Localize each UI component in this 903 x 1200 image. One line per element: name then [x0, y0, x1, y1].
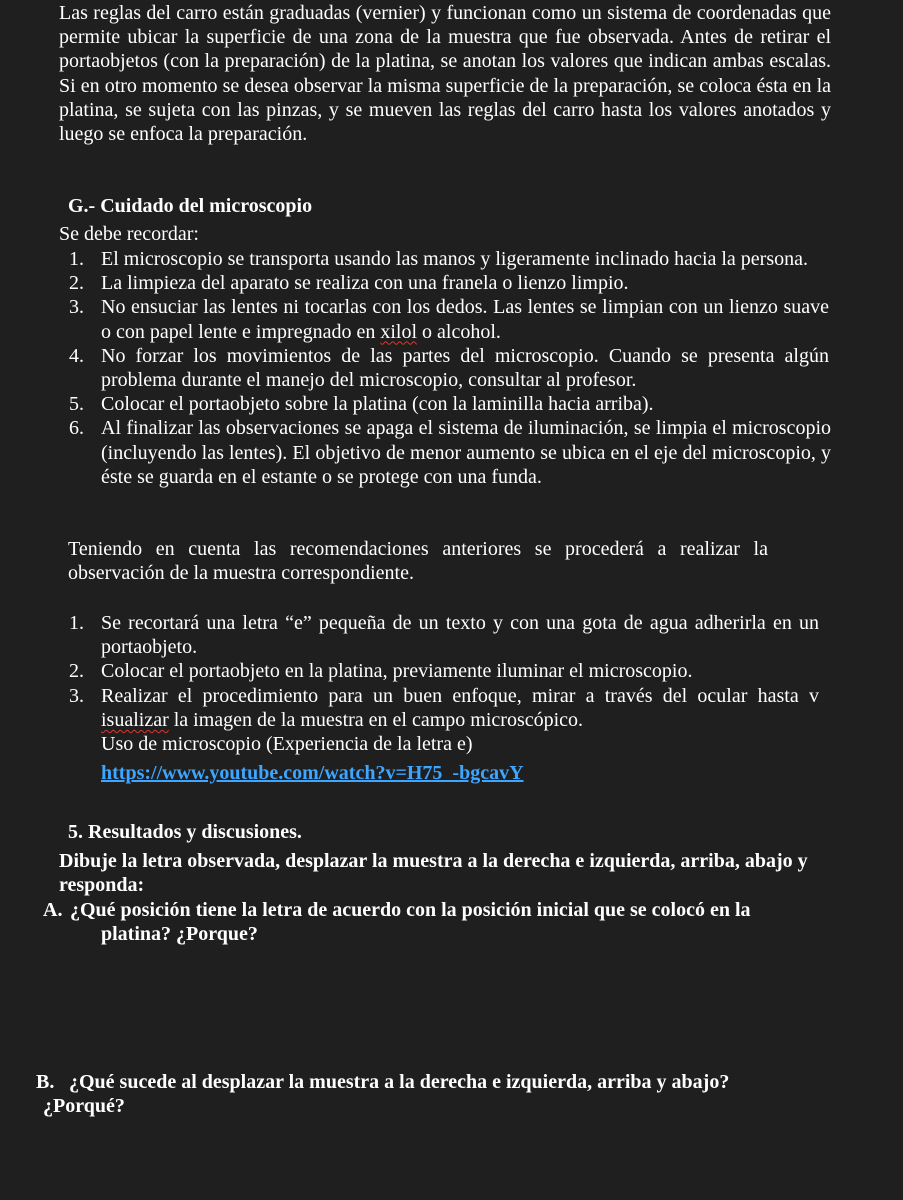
list-item — [69, 344, 829, 392]
list-item — [69, 659, 819, 683]
question-b-letter: B. — [36, 1071, 55, 1093]
list-item — [69, 247, 829, 271]
list-number: 3. — [69, 296, 84, 319]
question-a-text — [43, 898, 823, 946]
list-number: 1. — [69, 612, 84, 634]
list-item — [69, 416, 831, 489]
list-number: 4. — [69, 344, 84, 367]
list-item — [69, 611, 819, 659]
list-text-before: No ensuciar las lentes ni tocarlas con los dedos. Las lentes se limpian con un lienzo suave o con papel lente e impregnado en — [101, 296, 829, 343]
question-b-line-2: ¿Porqué? — [43, 1095, 125, 1118]
list-item — [69, 392, 829, 416]
list-text: Colocar el portaobjeto en la platina, previamente iluminar el microscopio. — [101, 660, 693, 683]
list-item — [69, 684, 819, 732]
care-list — [69, 247, 829, 489]
question-b — [36, 1070, 826, 1118]
question-a-line-2: platina? ¿Porque? — [101, 923, 258, 946]
list-text-after: la imagen de la muestra en el campo microscópico. — [168, 708, 584, 731]
video-link[interactable]: https://www.youtube.com/watch?v=H75_-bgcavY — [101, 762, 524, 784]
list-text: Se recortará una letra “e” pequeña de un texto y con una gota de agua adherirla en un portaobjeto. — [101, 612, 819, 659]
list-text: El microscopio se transporta usando las manos y ligeramente inclinado hacia la persona. — [101, 248, 809, 270]
results-instruction: Dibuje la letra observada, desplazar la muestra a la derecha e izquierda, arriba, abajo y responda: — [59, 850, 808, 897]
question-a-letter: A. — [43, 899, 63, 921]
list-item — [69, 295, 829, 343]
list-text: Colocar el portaobjeto sobre la platina (con la laminilla hacia arriba). — [101, 393, 654, 416]
question-b-line-1: ¿Qué sucede al desplazar la muestra a la derecha e izquierda, arriba y abajo? — [69, 1071, 730, 1093]
list-number: 5. — [69, 393, 84, 416]
care-heading: G.- Cuidado del microscopio — [68, 195, 313, 217]
list-number: 3. — [69, 684, 84, 707]
list-text: No forzar los movimientos de las partes del microscopio. Cuando se presenta algún problema durante el manejo del microscopio, consultar al profesor. — [101, 344, 829, 392]
care-intro: Se debe recordar: — [59, 223, 199, 245]
list-number: 6. — [69, 417, 84, 440]
list-number: 2. — [69, 272, 84, 295]
list-number: 1. — [69, 248, 84, 270]
question-a — [43, 898, 823, 946]
list-text-before: Realizar el procedimiento para un buen enfoque, mirar a través del ocular hasta v — [101, 684, 819, 707]
list-text: Al finalizar las observaciones se apaga el sistema de iluminación, se limpia el microscopio (incluyendo las lentes). El objetivo de menor aumento se ubica en el eje del microscopio, y éste se guarda en el estante o se protege con una funda. — [101, 417, 831, 488]
spellcheck-word[interactable]: xilol — [380, 320, 418, 343]
list-text: La limpieza del aparato se realiza con una franela o lienzo limpio. — [101, 272, 629, 295]
results-heading: 5. Resultados y discusiones. — [68, 821, 302, 843]
list-item — [69, 271, 829, 295]
spellcheck-word[interactable]: isualizar — [101, 708, 169, 731]
question-a-line-1: ¿Qué posición tiene la letra de acuerdo con la posición inicial que se colocó en la — [70, 899, 751, 921]
observation-paragraph: Teniendo en cuenta las recomendaciones anteriores se procederá a realizar la observación de la muestra correspondiente. — [68, 538, 768, 585]
video-caption: Uso de microscopio (Experiencia de la letra e) — [101, 733, 473, 755]
list-number: 2. — [69, 660, 84, 683]
vernier-paragraph: Las reglas del carro están graduadas (vernier) y funcionan como un sistema de coordenadas que permite ubicar la superficie de una zona de la muestra que fue observada. Antes de retirar el portaobjetos (con la preparación) de la platina, se anotan los valores que indican ambas escalas. Si en otro momento se desea observar la misma superficie de la preparación, se coloca ésta en la platina, se sujeta con las pinzas, y se mueven las reglas del carro hasta los valores anotados y luego se enfoca la preparación. — [59, 2, 831, 146]
procedure-list — [69, 611, 819, 732]
list-text-after: o alcohol. — [417, 320, 501, 343]
